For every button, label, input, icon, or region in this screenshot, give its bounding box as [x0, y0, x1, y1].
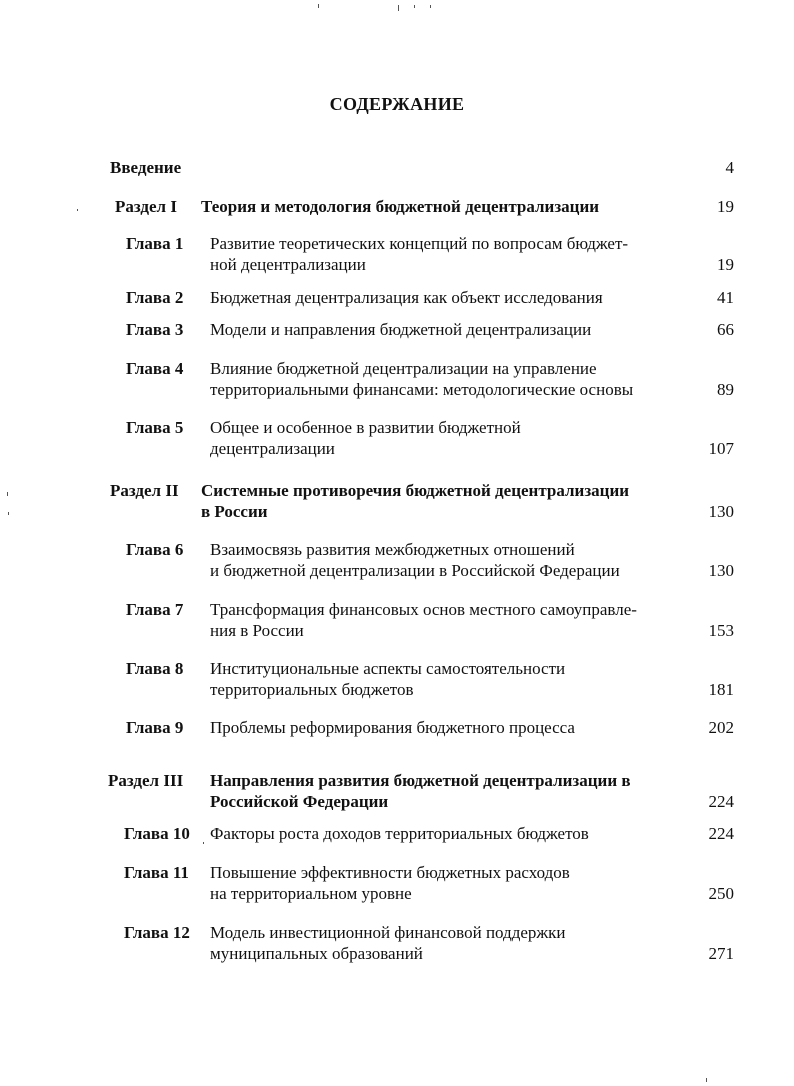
- section-title-line: Теория и методология бюджетной децентрализации: [201, 197, 600, 216]
- scan-speck: [203, 842, 204, 844]
- toc-chapter-3[interactable]: [0, 320, 794, 340]
- chapter-title-line: Бюджетная децентрализация как объект исследования: [210, 288, 603, 307]
- chapter-label: Глава 8: [126, 659, 184, 678]
- chapter-title-line: и бюджетной децентрализации в Российской Федерации: [210, 561, 620, 580]
- scan-speck: [706, 1078, 707, 1082]
- section-page: 19: [717, 197, 734, 216]
- toc-chapter-10[interactable]: [0, 824, 794, 844]
- section-title-line: Российской Федерации: [210, 792, 389, 811]
- toc-entry-intro[interactable]: [0, 158, 794, 178]
- chapter-title-line: на территориальном уровне: [210, 884, 412, 903]
- toc-chapter-4[interactable]: [0, 359, 794, 399]
- section-title-line: Направления развития бюджетной децентрализации в: [210, 771, 631, 790]
- chapter-title-line: Модель инвестиционной финансовой поддержки: [210, 923, 566, 942]
- section-title-line: в России: [201, 502, 268, 521]
- chapter-title-line: Повышение эффективности бюджетных расходов: [210, 863, 570, 882]
- intro-label: Введение: [110, 158, 182, 177]
- chapter-title-line: Институциональные аспекты самостоятельности: [210, 659, 566, 678]
- chapter-title-line: Модели и направления бюджетной децентрализации: [210, 320, 592, 339]
- chapter-label: Глава 12: [124, 923, 190, 942]
- chapter-title-line: территориальными финансами: методологические основы: [210, 380, 634, 399]
- page-title: СОДЕРЖАНИЕ: [329, 94, 465, 114]
- chapter-label: Глава 3: [126, 320, 184, 339]
- scan-speck: [430, 5, 431, 8]
- toc-chapter-6[interactable]: [0, 540, 794, 580]
- chapter-page: 153: [708, 621, 734, 640]
- scan-speck: [414, 5, 415, 8]
- intro-page: 4: [725, 158, 734, 177]
- chapter-page: 130: [708, 561, 734, 580]
- chapter-title-line: муниципальных образований: [210, 944, 423, 963]
- chapter-title-line: децентрализации: [210, 439, 335, 458]
- scan-speck: [8, 512, 9, 515]
- chapter-page: 19: [717, 255, 734, 274]
- chapter-title-line: Общее и особенное в развитии бюджетной: [210, 418, 521, 437]
- chapter-title-line: Факторы роста доходов территориальных бюджетов: [210, 824, 589, 843]
- chapter-page: 41: [717, 288, 734, 307]
- chapter-page: 66: [717, 320, 734, 339]
- chapter-label: Глава 7: [126, 600, 184, 619]
- section-label: Раздел I: [115, 197, 177, 216]
- toc-chapter-12[interactable]: [0, 923, 794, 963]
- toc-chapter-1[interactable]: [0, 234, 794, 274]
- chapter-page: 181: [708, 680, 734, 699]
- toc-chapter-9[interactable]: [0, 718, 794, 738]
- chapter-page: 250: [708, 884, 734, 903]
- chapter-title-line: Трансформация финансовых основ местного самоуправле-: [210, 600, 637, 619]
- chapter-page: 271: [708, 944, 734, 963]
- toc-section-1[interactable]: [0, 197, 794, 217]
- scan-speck: [318, 4, 319, 8]
- toc-chapter-2[interactable]: [0, 288, 794, 308]
- toc-section-3[interactable]: [0, 771, 794, 811]
- chapter-title-line: Взаимосвязь развития межбюджетных отношений: [210, 540, 575, 559]
- section-label: Раздел III: [108, 771, 184, 790]
- section-title-line: Системные противоречия бюджетной децентрализации: [201, 481, 630, 500]
- section-page: 224: [708, 792, 734, 811]
- chapter-title-line: Проблемы реформирования бюджетного процесса: [210, 718, 575, 737]
- chapter-title-line: ной децентрализации: [210, 255, 366, 274]
- toc-chapter-11[interactable]: [0, 863, 794, 903]
- scan-speck: [7, 492, 8, 496]
- toc-section-2[interactable]: [0, 481, 794, 521]
- chapter-title-line: ния в России: [210, 621, 304, 640]
- chapter-label: Глава 10: [124, 824, 190, 843]
- chapter-label: Глава 2: [126, 288, 184, 307]
- section-page: 130: [708, 502, 734, 521]
- scan-speck: [77, 209, 78, 211]
- chapter-page: 89: [717, 380, 734, 399]
- chapter-title-line: Развитие теоретических концепций по вопросам бюджет-: [210, 234, 629, 253]
- scan-speck: [398, 5, 399, 11]
- section-label: Раздел II: [110, 481, 179, 500]
- chapter-title-line: территориальных бюджетов: [210, 680, 414, 699]
- chapter-label: Глава 9: [126, 718, 184, 737]
- toc-chapter-5[interactable]: [0, 418, 794, 458]
- chapter-label: Глава 4: [126, 359, 184, 378]
- toc-chapter-7[interactable]: [0, 600, 794, 640]
- chapter-title-line: Влияние бюджетной децентрализации на управление: [210, 359, 597, 378]
- chapter-label: Глава 5: [126, 418, 184, 437]
- chapter-page: 224: [708, 824, 734, 843]
- chapter-page: 107: [708, 439, 734, 458]
- toc-chapter-8[interactable]: [0, 659, 794, 699]
- chapter-label: Глава 6: [126, 540, 184, 559]
- chapter-label: Глава 1: [126, 234, 184, 253]
- chapter-page: 202: [708, 718, 734, 737]
- chapter-label: Глава 11: [124, 863, 189, 882]
